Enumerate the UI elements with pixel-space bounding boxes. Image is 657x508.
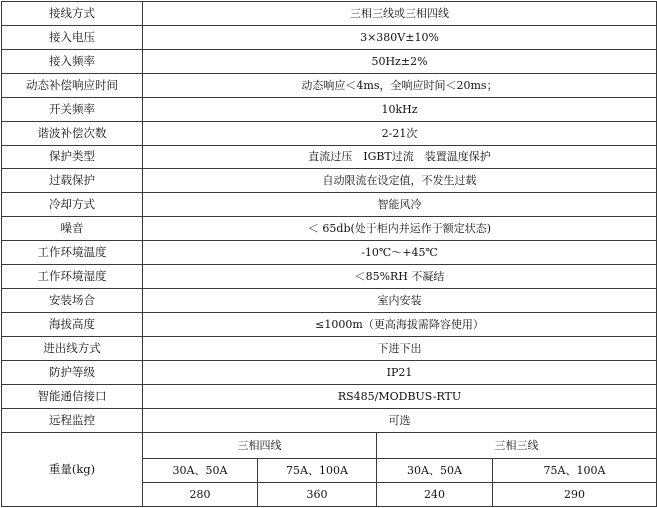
spec-row [2, 217, 657, 241]
row-label: 海拔高度 [2, 312, 143, 336]
spec-row [2, 360, 657, 384]
row-value: 三相三线或三相四线 [143, 2, 657, 26]
row-label: 谐波补偿次数 [2, 121, 143, 145]
spec-row [2, 25, 657, 49]
row-label: 工作环境温度 [2, 241, 143, 265]
row-label: 智能通信接口 [2, 384, 143, 408]
row-value: 直流过压 IGBT过流 装置温度保护 [143, 145, 657, 169]
spec-row [2, 241, 657, 265]
spec-row [2, 384, 657, 408]
spec-row [2, 265, 657, 289]
model-current: 75A、100A [493, 459, 657, 483]
row-value: 可选 [143, 408, 657, 432]
row-label: 动态补偿响应时间 [2, 73, 143, 97]
weight-group-name: 三相四线 [143, 432, 377, 458]
row-label: 接入频率 [2, 49, 143, 73]
row-label: 接线方式 [2, 2, 143, 26]
row-label: 安装场合 [2, 289, 143, 313]
row-value: 50Hz±2% [143, 49, 657, 73]
model-weight: 360 [258, 483, 377, 507]
model-weight: 280 [143, 483, 258, 507]
spec-row [2, 121, 657, 145]
spec-row [2, 336, 657, 360]
row-value: 智能风冷 [143, 193, 657, 217]
spec-table [1, 1, 657, 507]
row-value: 室内安装 [143, 289, 657, 313]
spec-row [2, 49, 657, 73]
row-label: 开关频率 [2, 97, 143, 121]
model-weight: 290 [493, 483, 657, 507]
row-label: 接入电压 [2, 25, 143, 49]
row-label: 保护类型 [2, 145, 143, 169]
spec-row [2, 312, 657, 336]
row-value: ＜ 65db(处于柜内并运作于额定状态) [143, 217, 657, 241]
spec-row [2, 73, 657, 97]
row-value: 2-21次 [143, 121, 657, 145]
model-current: 30A、50A [143, 459, 258, 483]
spec-row [2, 193, 657, 217]
model-weight: 240 [377, 483, 493, 507]
row-value: ≤1000m（更高海拔需降容使用） [143, 312, 657, 336]
model-current: 75A、100A [258, 459, 377, 483]
weight-label: 重量(kg) [2, 432, 143, 506]
row-label: 防护等级 [2, 360, 143, 384]
row-value: -10℃～+45℃ [143, 241, 657, 265]
row-value: 自动限流在设定值，不发生过载 [143, 169, 657, 193]
row-value: IP21 [143, 360, 657, 384]
row-value: ＜85%RH 不凝结 [143, 265, 657, 289]
spec-row [2, 145, 657, 169]
spec-row [2, 408, 657, 432]
row-label: 冷却方式 [2, 193, 143, 217]
row-value: 动态响应＜4ms，全响应时间＜20ms； [143, 73, 657, 97]
row-label: 噪音 [2, 217, 143, 241]
spec-row [2, 169, 657, 193]
row-value: 3×380V±10% [143, 25, 657, 49]
row-value: 10kHz [143, 97, 657, 121]
row-value: RS485/MODBUS-RTU [143, 384, 657, 408]
row-value: 下进下出 [143, 336, 657, 360]
row-label: 进出线方式 [2, 336, 143, 360]
model-current: 30A、50A [377, 459, 493, 483]
row-label: 远程监控 [2, 408, 143, 432]
weight-group-name: 三相三线 [377, 432, 657, 458]
row-label: 过载保护 [2, 169, 143, 193]
weight-group-row [2, 432, 657, 458]
row-label: 工作环境湿度 [2, 265, 143, 289]
spec-row [2, 289, 657, 313]
spec-row [2, 2, 657, 26]
spec-row [2, 97, 657, 121]
